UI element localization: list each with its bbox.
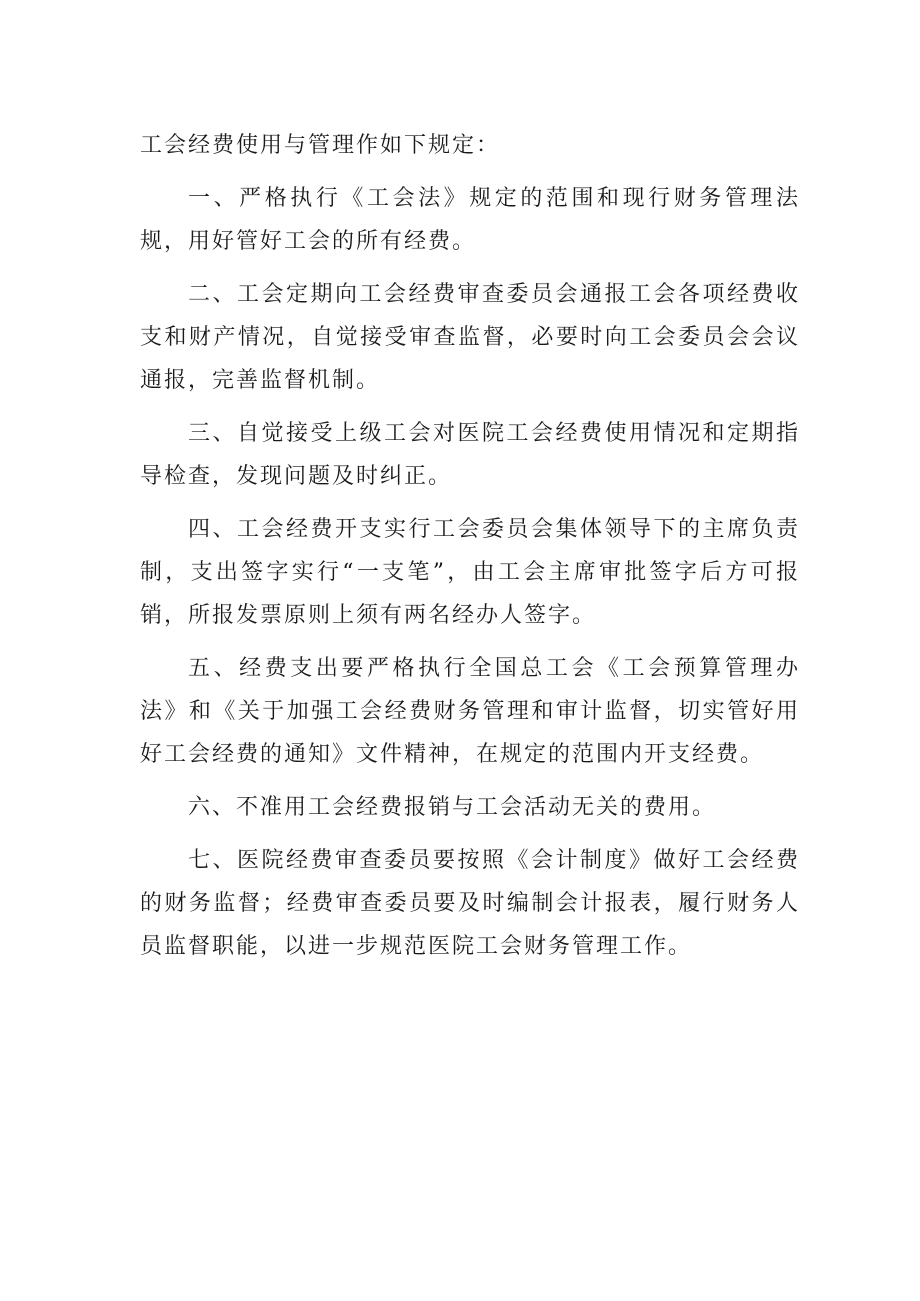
rule-item-2: 二、工会定期向工会经费审查委员会通报工会各项经费收支和财产情况，自觉接受审查监督，必要时向工会委员会会议通报，完善监督机制。 bbox=[140, 282, 800, 393]
rule-item-4: 四、工会经费开支实行工会委员会集体领导下的主席负责制，支出签字实行“一支笔”，由工会主席审批签字后方可报销，所报发票原则上须有两名经办人签字。 bbox=[140, 517, 800, 628]
rule-item-3: 三、自觉接受上级工会对医院工会经费使用情况和定期指导检查，发现问题及时纠正。 bbox=[140, 421, 800, 489]
rule-item-5: 五、经费支出要严格执行全国总工会《工会预算管理办法》和《关于加强工会经费财务管理和审计监督，切实管好用好工会经费的通知》文件精神，在规定的范围内开支经费。 bbox=[140, 656, 800, 767]
intro-paragraph: 工会经费使用与管理作如下规定： bbox=[140, 133, 501, 158]
document-body bbox=[140, 124, 800, 968]
rule-item-7: 七、医院经费审查委员要按照《会计制度》做好工会经费的财务监督；经费审查委员要及时编制会计报表，履行财务人员监督职能，以进一步规范医院工会财务管理工作。 bbox=[140, 848, 800, 959]
rule-item-1: 一、严格执行《工会法》规定的范围和现行财务管理法规，用好管好工会的所有经费。 bbox=[140, 186, 800, 254]
rule-item-6: 六、不准用工会经费报销与工会活动无关的费用。 bbox=[188, 795, 717, 820]
